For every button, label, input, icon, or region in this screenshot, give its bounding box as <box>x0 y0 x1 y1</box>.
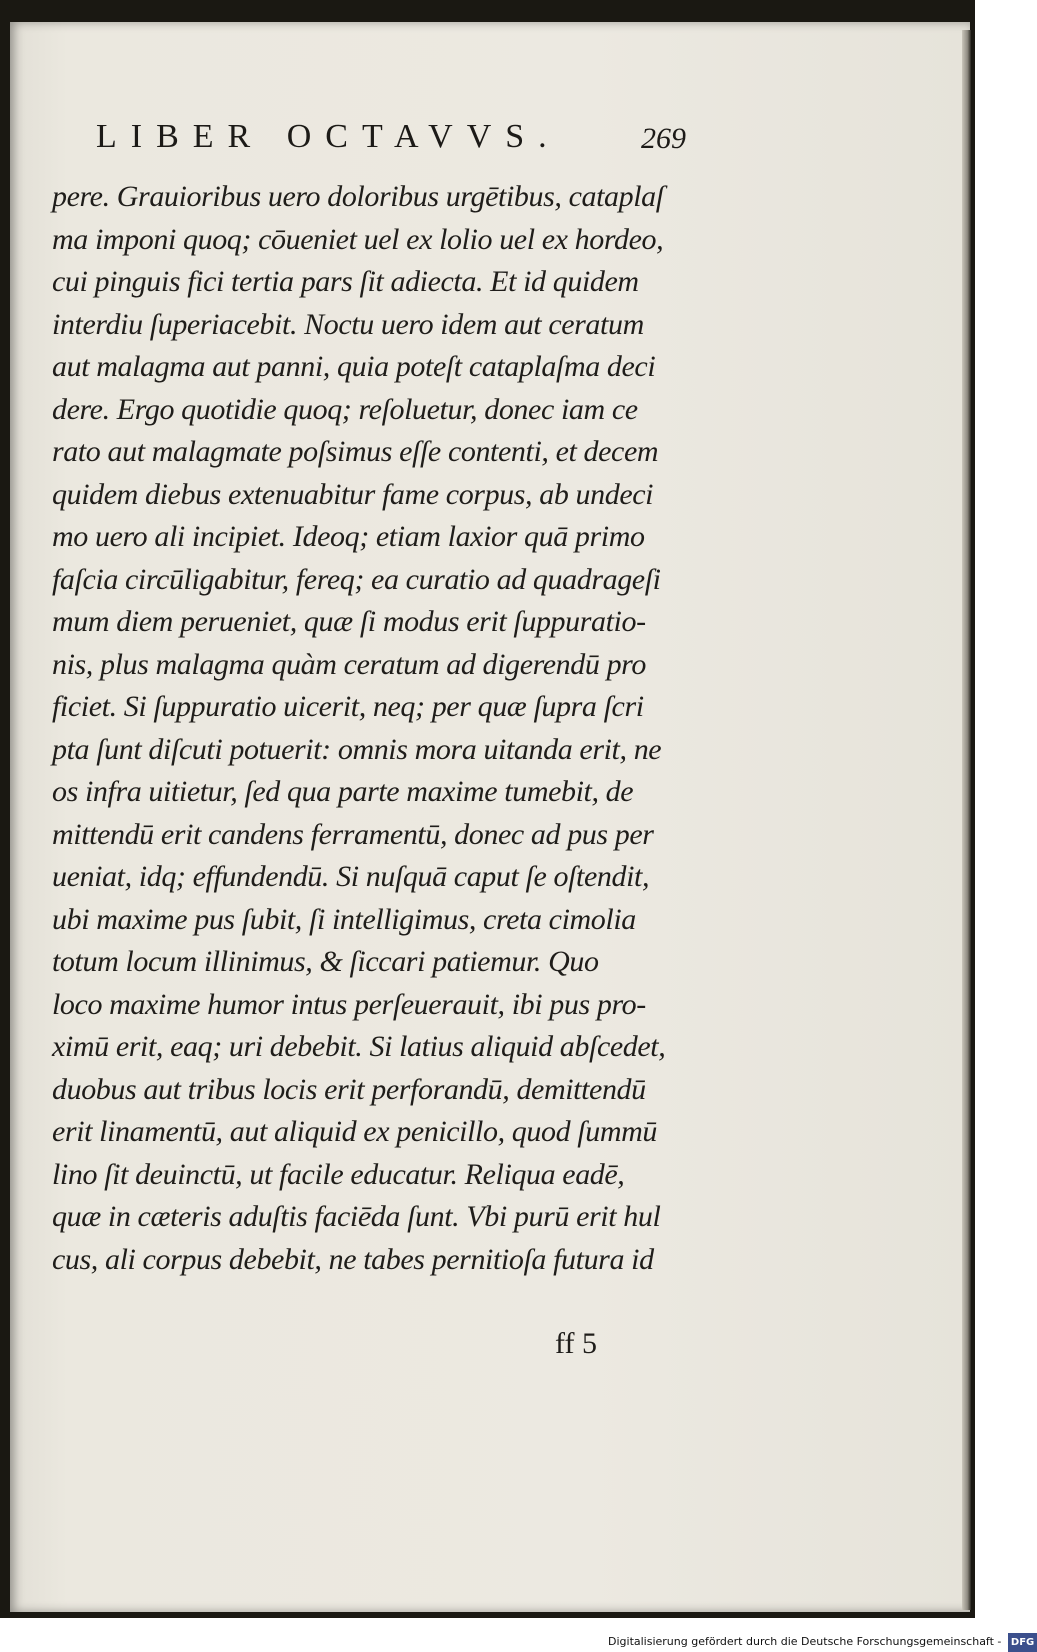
page-edge <box>962 30 971 1610</box>
text-line: ueniat, idq; effundendū. Si nuſquā caput ſe oſtendit, <box>52 860 650 893</box>
running-head: LIBER OCTAVVS. <box>96 118 561 155</box>
text-line: totum locum illinimus, & ſiccari patiemur. Quo <box>52 945 599 978</box>
text-line: lino ſit deuinctū, ut facile educatur. Reliqua eadē, <box>52 1157 625 1191</box>
text-line: mittendū erit candens ferramentū, donec ad pus per <box>52 817 654 851</box>
text-line: cus, ali corpus debebit, ne tabes pernitioſa futura id <box>52 1242 654 1276</box>
text-line: cui pinguis fici tertia pars ſit adiecta. Et id quidem <box>52 265 639 298</box>
body-text <box>52 176 700 1281</box>
signature-mark: ff 5 <box>555 1327 597 1360</box>
page-number: 269 <box>641 122 686 155</box>
text-line: ma imponi quoq; cōueniet uel ex lolio uel ex hordeo, <box>52 222 664 256</box>
text-line: erit linamentū, aut aliquid ex penicillo, quod ſummū <box>52 1115 657 1148</box>
text-line: faſcia circūligabitur, fereq; ea curatio ad quadrageſi <box>52 562 661 596</box>
text-line: mum diem perueniet, quæ ſi modus erit ſuppuratio- <box>52 605 646 638</box>
text-line: pta ſunt diſcuti potuerit: omnis mora uitanda erit, ne <box>52 732 662 766</box>
text-line: nis, plus malagma quàm ceratum ad digerendū pro <box>52 647 646 681</box>
text-line: quæ in cæteris aduſtis faciēda ſunt. Vbi purū erit hul <box>52 1200 661 1233</box>
text-line: mo uero ali incipiet. Ideoq; etiam laxior quā primo <box>52 520 645 553</box>
dfg-logo: DFG <box>1008 1633 1037 1652</box>
page-header <box>96 118 686 168</box>
text-line: ximū erit, eaq; uri debebit. Si latius aliquid abſcedet, <box>52 1030 666 1063</box>
text-line: rato aut malagmate poſsimus eſſe contenti, et decem <box>52 435 659 468</box>
text-line: loco maxime humor intus perſeuerauit, ibi pus pro- <box>52 987 646 1021</box>
text-line: aut malagma aut panni, quia poteſt cataplaſma deci <box>52 350 656 383</box>
text-line: os infra uitietur, ſed qua parte maxime tumebit, de <box>52 775 634 808</box>
funding-credit <box>608 1632 1037 1651</box>
text-line: quidem diebus extenuabitur fame corpus, ab undeci <box>52 477 654 511</box>
text-line: pere. Grauioribus uero doloribus urgētibus, cataplaſ <box>52 180 664 213</box>
text-line: duobus aut tribus locis erit perforandū, demittendū <box>52 1072 646 1106</box>
text-line: interdiu ſuperiacebit. Noctu uero idem aut ceratum <box>52 307 644 341</box>
text-line: dere. Ergo quotidie quoq; reſoluetur, donec iam ce <box>52 392 638 426</box>
funding-credit-text: Digitalisierung gefördert durch die Deutsche Forschungsgemeinschaft - <box>608 1635 1002 1648</box>
text-line: ubi maxime pus ſubit, ſi intelligimus, creta cimolia <box>52 902 636 936</box>
text-line: ficiet. Si ſuppuratio uicerit, neq; per quæ ſupra ſcri <box>52 690 644 723</box>
